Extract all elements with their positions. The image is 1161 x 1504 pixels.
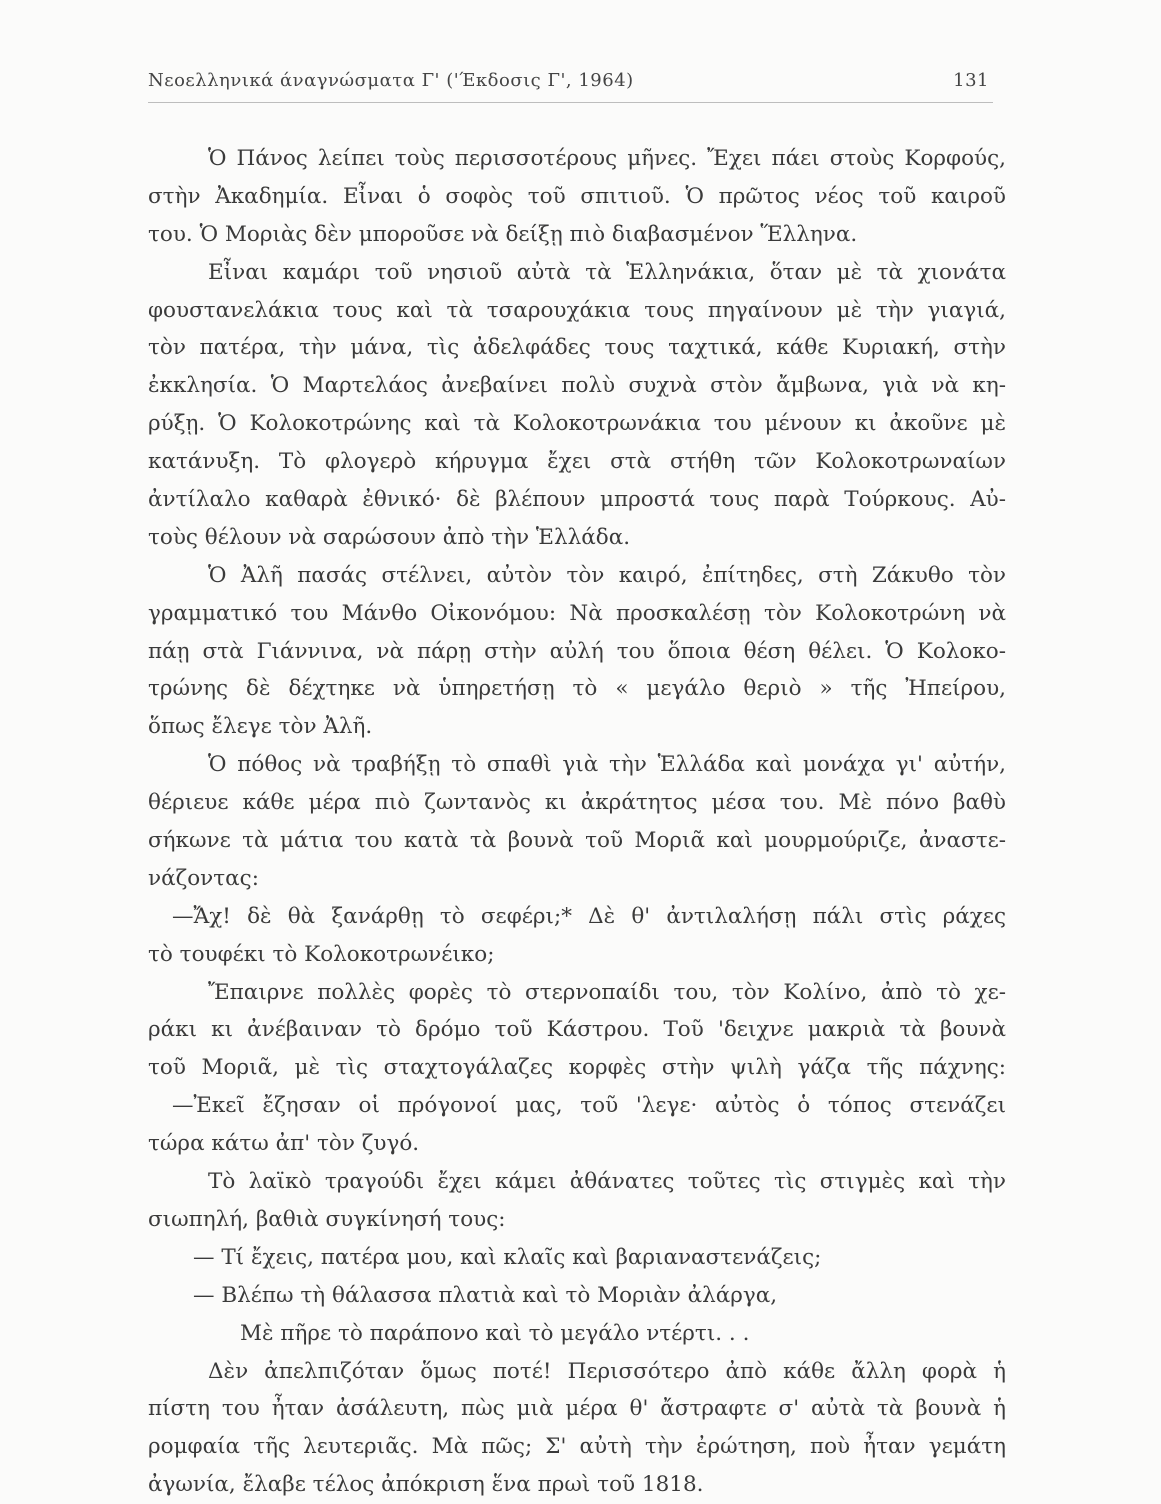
text-line: Ὁ Πάνος λείπει τοὺς περισσοτέρους μῆνες. Ἔχει πάει στοὺς Κορφούς, <box>208 146 1006 171</box>
text-line: πάῃ στὰ Γιάννινα, νὰ πάρῃ στὴν αὐλή του ὅποια θέση θέλει. Ὁ Κολοκο- <box>148 638 1006 664</box>
text-line: στὴν Ἀκαδημία. Εἶναι ὁ σοφὸς τοῦ σπιτιοῦ. Ὁ πρῶτος νέος τοῦ καιροῦ <box>148 183 1006 209</box>
text-line: ὅπως ἔλεγε τὸν Ἀλῆ. <box>148 714 373 740</box>
text-line: Τὸ λαϊκὸ τραγούδι ἔχει κάμει ἀθάνατες τοῦτες τὶς στιγμὲς καὶ τὴν <box>208 1169 1006 1195</box>
text-line: ρύξῃ. Ὁ Κολοκοτρώνης καὶ τὰ Κολοκοτρωνάκια του μένουν κι ἀκοῦνε μὲ <box>148 411 1006 437</box>
text-line: — Βλέπω τὴ θάλασσα πλατιὰ καὶ τὸ Μοριὰν ἀλάργα, <box>193 1282 778 1308</box>
text-line: νάζοντας: <box>148 865 259 891</box>
text-line: τὸν πατέρα, τὴν μάνα, τὶς ἀδελφάδες τους ταχτικά, κάθε Κυριακή, στὴν <box>148 335 1006 361</box>
text-line: ἀντίλαλο καθαρὰ ἐθνικό· δὲ βλέπουν μπροστά τους παρὰ Τούρκους. Αὐ- <box>148 487 1006 513</box>
text-line: Δὲν ἀπελπιζόταν ὅμως ποτέ! Περισσότερο ἀπὸ κάθε ἄλλη φορὰ ἡ <box>208 1358 1006 1384</box>
text-line: Μὲ πῆρε τὸ παράπονο καὶ τὸ μεγάλο ντέρτι. . . <box>240 1320 750 1346</box>
text-line: ἀγωνία, ἔλαβε τέλος ἀπόκριση ἕνα πρωὶ τοῦ 1818. <box>148 1472 704 1498</box>
text-line: τὸ τουφέκι τὸ Κολοκοτρωνέικο; <box>148 941 495 967</box>
text-line: — Τί ἔχεις, πατέρα μου, καὶ κλαῖς καὶ βαριαναστενάζεις; <box>193 1244 822 1270</box>
text-line: Ὁ Ἀλῆ πασάς στέλνει, αὐτὸν τὸν καιρό, ἐπίτηδες, στὴ Ζάκυθο τὸν <box>208 562 1006 588</box>
header-rule <box>148 102 993 103</box>
text-line: του. Ὁ Μοριὰς δὲν μποροῦσε νὰ δείξῃ πιὸ διαβασμένον Ἕλληνα. <box>148 221 858 247</box>
text-line: τρώνης δὲ δέχτηκε νὰ ὑπηρετήσῃ τὸ « μεγάλο θεριὸ » τῆς Ἠπείρου, <box>148 676 1006 702</box>
running-header <box>148 70 993 98</box>
text-line: γραμματικό του Μάνθο Οἰκονόμου: Νὰ προσκαλέσῃ τὸν Κολοκοτρώνη νὰ <box>148 600 1006 626</box>
text-line: —Ἄχ! δὲ θὰ ξανάρθῃ τὸ σεφέρι;* Δὲ θ' ἀντιλαλήσῃ πάλι στὶς ράχες <box>172 903 1006 929</box>
header-title: Νεοελληνικά άναγνώσματα Γ' ('Έκδοσις Γ', 1964) <box>148 70 634 91</box>
text-line: τοὺς θέλουν νὰ σαρώσουν ἀπὸ τὴν Ἑλλάδα. <box>148 524 631 550</box>
text-line: Εἶναι καμάρι τοῦ νησιοῦ αὐτὰ τὰ Ἑλληνάκια, ὅταν μὲ τὰ χιονάτα <box>208 259 1006 285</box>
text-line: σιωπηλή, βαθιὰ συγκίνησή τους: <box>148 1206 506 1232</box>
text-line: ράκι κι ἀνέβαιναν τὸ δρόμο τοῦ Κάστρου. Τοῦ 'δειχνε μακριὰ τὰ βουνὰ <box>148 1017 1006 1043</box>
text-line: ἐκκλησία. Ὁ Μαρτελάος ἀνεβαίνει πολὺ συχνὰ στὸν ἄμβωνα, γιὰ νὰ κη- <box>148 373 1006 399</box>
text-line: θέριευε κάθε μέρα πιὸ ζωντανὸς κι ἀκράτητος μέσα του. Μὲ πόνο βαθὺ <box>148 790 1006 816</box>
page-number: 131 <box>953 70 989 91</box>
text-line: Ὁ πόθος νὰ τραβήξῃ τὸ σπαθὶ γιὰ τὴν Ἑλλάδα καὶ μονάχα γι' αὐτήν, <box>208 752 1006 778</box>
text-line: τοῦ Μοριᾶ, μὲ τὶς σταχτογάλαζες κορφὲς στὴν ψιλὴ γάζα τῆς πάχνης: <box>148 1055 1006 1081</box>
body-text <box>148 140 1006 1504</box>
text-line: —Ἐκεῖ ἔζησαν οἱ πρόγονοί μας, τοῦ 'λεγε· αὐτὸς ὁ τόπος στενάζει <box>172 1093 1006 1119</box>
text-line: πίστη του ἦταν ἀσάλευτη, πὼς μιὰ μέρα θ' ἄστραφτε σ' αὐτὰ τὰ βουνὰ ἡ <box>148 1396 1006 1422</box>
text-line: φουστανελάκια τους καὶ τὰ τσαρουχάκια τους πηγαίνουν μὲ τὴν γιαγιά, <box>148 297 1006 323</box>
text-line: ρομφαία τῆς λευτεριᾶς. Μὰ πῶς; Σ' αὐτὴ τὴν ἐρώτηση, ποὺ ἦταν γεμάτη <box>148 1434 1006 1460</box>
text-line: κατάνυξη. Τὸ φλογερὸ κήρυγμα ἔχει στὰ στήθη τῶν Κολοκοτρωναίων <box>148 449 1006 475</box>
text-line: σήκωνε τὰ μάτια του κατὰ τὰ βουνὰ τοῦ Μοριᾶ καὶ μουρμούριζε, ἀναστε- <box>148 828 1006 854</box>
text-line: τώρα κάτω ἀπ' τὸν ζυγό. <box>148 1131 420 1157</box>
text-line: Ἔπαιρνε πολλὲς φορὲς τὸ στερνοπαίδι του, τὸν Κολίνο, ἀπὸ τὸ χε- <box>208 979 1006 1005</box>
